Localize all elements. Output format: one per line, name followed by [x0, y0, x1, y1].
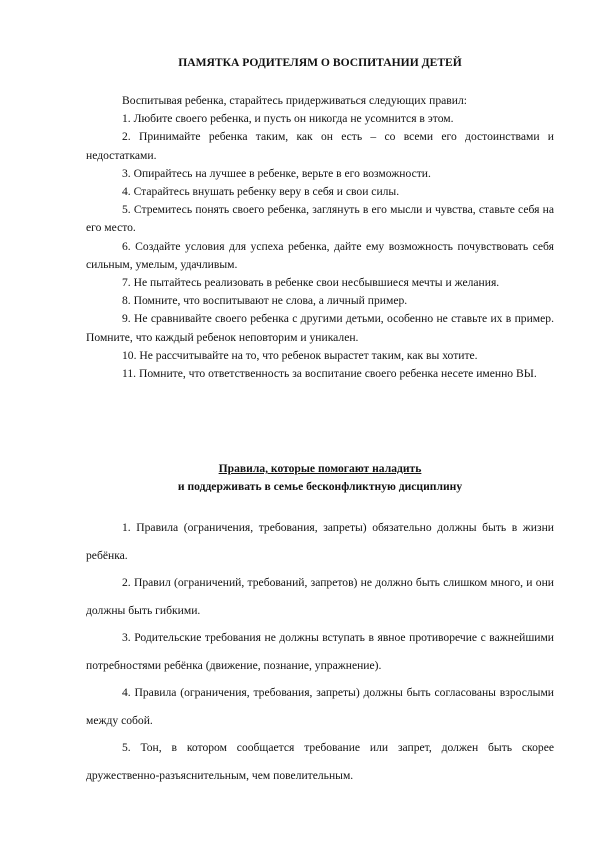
- rule-item: 6. Создайте условия для успеха ребенка, дайте ему возможность почувствовать себя сильным, умелым, удачливым.: [86, 239, 554, 271]
- rule-item: 10. Не рассчитывайте на то, что ребенок вырастет таким, как вы хотите.: [122, 348, 478, 362]
- rule-item: 5. Стремитесь понять своего ребенка, заглянуть в его мысли и чувства, ставьте себя на его место.: [86, 203, 554, 235]
- rule-item: 9. Не сравнивайте своего ребенка с другими детьми, особенно не ставьте их в пример. Помните, что каждый ребенок неповторим и уникален.: [86, 312, 554, 344]
- rule-item: 8. Помните, что воспитывают не слова, а личный пример.: [122, 294, 408, 308]
- section-subtitle: [86, 460, 554, 496]
- rule-item: 7. Не пытайтесь реализовать в ребенке свои несбывшиеся мечты и желания.: [122, 276, 500, 290]
- rules-list: [86, 92, 554, 383]
- rule-item: 1. Любите своего ребенка, и пусть он никогда не усомнится в этом.: [122, 112, 454, 126]
- discipline-rule-item: 2. Правил (ограничений, требований, запретов) не должно быть слишком много, и они должны быть гибкими.: [86, 576, 554, 617]
- discipline-rule-item: 5. Тон, в котором сообщается требование или запрет, должен быть скорее дружественно-разъяснительным, чем повелительным.: [86, 741, 554, 782]
- rule-item: 2. Принимайте ребенка таким, как он есть – со всеми его достоинствами и недостатками.: [86, 130, 554, 162]
- subtitle-line-1: Правила, которые помогают наладить: [218, 462, 422, 475]
- rules-intro: Воспитывая ребенка, старайтесь придерживаться следующих правил:: [122, 94, 467, 107]
- rule-item: 11. Помните, что ответственность за воспитание своего ребенка несете именно ВЫ.: [122, 367, 537, 381]
- rule-item: 3. Опирайтесь на лучшее в ребенке, верьте в его возможности.: [122, 166, 431, 180]
- document-page: [86, 0, 554, 842]
- subtitle-line-2: и поддерживать в семье бесконфликтную дисциплину: [177, 480, 463, 493]
- document-title: ПАМЯТКА РОДИТЕЛЯМ О ВОСПИТАНИИ ДЕТЕЙ: [178, 56, 462, 69]
- discipline-rule-item: 3. Родительские требования не должны вступать в явное противоречие с важнейшими потребностями ребёнка (движение, познание, упражнение).: [86, 631, 554, 672]
- rule-item: 4. Старайтесь внушать ребенку веру в себя и свои силы.: [122, 185, 400, 199]
- discipline-rules-list: [86, 514, 554, 789]
- discipline-rule-item: 1. Правила (ограничения, требования, запреты) обязательно должны быть в жизни ребёнка.: [86, 521, 554, 562]
- discipline-rule-item: 4. Правила (ограничения, требования, запреты) должны быть согласованы взрослыми между собой.: [86, 686, 554, 727]
